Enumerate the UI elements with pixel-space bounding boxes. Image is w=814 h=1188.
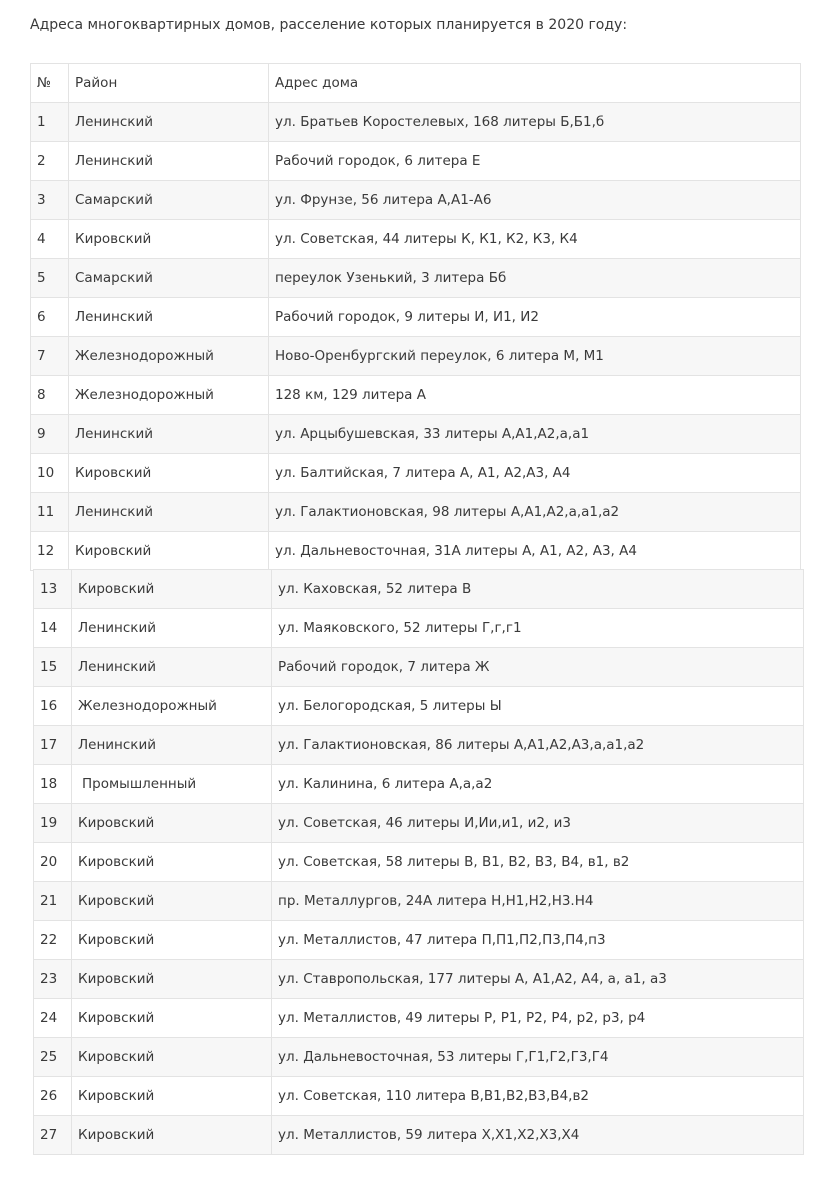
row-address-cell: переулок Узенький, 3 литера Бб	[269, 259, 801, 298]
row-district-cell: Железнодорожный	[72, 687, 272, 726]
row-address-cell: ул. Маяковского, 52 литеры Г,г,г1	[272, 609, 804, 648]
row-district-cell: Кировский	[72, 960, 272, 999]
row-address-cell: ул. Братьев Коростелевых, 168 литеры Б,Б1,б	[269, 103, 801, 142]
table-row	[34, 687, 804, 726]
row-number-cell: 21	[34, 882, 72, 921]
table-row	[31, 142, 801, 181]
table-row	[34, 765, 804, 804]
row-address-cell: ул. Советская, 46 литеры И,Ии,и1, и2, и3	[272, 804, 804, 843]
row-number-cell: 25	[34, 1038, 72, 1077]
row-number-cell: 13	[34, 570, 72, 609]
row-address-cell: ул. Металлистов, 49 литеры Р, Р1, Р2, Р4, р2, р3, р4	[272, 999, 804, 1038]
row-number-cell: 10	[31, 454, 69, 493]
row-address-cell: Рабочий городок, 9 литеры И, И1, И2	[269, 298, 801, 337]
row-number-cell: 26	[34, 1077, 72, 1116]
row-number-cell: 4	[31, 220, 69, 259]
table-row	[34, 1077, 804, 1116]
row-district-cell: Ленинский	[72, 609, 272, 648]
row-address-cell: ул. Белогородская, 5 литеры Ы	[272, 687, 804, 726]
table-row	[31, 298, 801, 337]
row-address-cell: ул. Советская, 110 литера В,В1,В2,В3,В4,в2	[272, 1077, 804, 1116]
table-row	[31, 220, 801, 259]
table-row	[31, 454, 801, 493]
table-row	[31, 376, 801, 415]
row-district-cell: Ленинский	[69, 298, 269, 337]
table-row	[34, 726, 804, 765]
row-address-cell: 128 км, 129 литера А	[269, 376, 801, 415]
row-address-cell: Рабочий городок, 6 литера Е	[269, 142, 801, 181]
row-number-cell: 5	[31, 259, 69, 298]
row-number-cell: 16	[34, 687, 72, 726]
table-row	[34, 960, 804, 999]
row-district-cell: Ленинский	[72, 648, 272, 687]
table-row	[34, 921, 804, 960]
row-number-cell: 22	[34, 921, 72, 960]
row-number-cell: 27	[34, 1116, 72, 1155]
row-number-cell: 11	[31, 493, 69, 532]
row-district-cell: Самарский	[69, 181, 269, 220]
row-number-cell: 23	[34, 960, 72, 999]
row-number-cell: 24	[34, 999, 72, 1038]
row-district-cell: Кировский	[69, 532, 269, 571]
row-district-cell: Промышленный	[72, 765, 272, 804]
row-district-cell: Ленинский	[69, 103, 269, 142]
row-number-cell: 18	[34, 765, 72, 804]
header-address: Адрес дома	[269, 64, 801, 103]
row-address-cell: ул. Галактионовская, 86 литеры А,А1,А2,А3,а,а1,а2	[272, 726, 804, 765]
row-number-cell: 9	[31, 415, 69, 454]
row-number-cell: 1	[31, 103, 69, 142]
table-row	[34, 843, 804, 882]
table-row	[31, 493, 801, 532]
table-row	[31, 415, 801, 454]
houses-table-part-2	[33, 569, 804, 1155]
page-intro-text: Адреса многоквартирных домов, расселение которых планируется в 2020 году:	[30, 17, 628, 33]
row-number-cell: 19	[34, 804, 72, 843]
row-number-cell: 20	[34, 843, 72, 882]
row-address-cell: ул. Фрунзе, 56 литера А,А1-А6	[269, 181, 801, 220]
row-district-cell: Железнодорожный	[69, 337, 269, 376]
row-number-cell: 15	[34, 648, 72, 687]
row-district-cell: Кировский	[72, 1116, 272, 1155]
row-district-cell: Самарский	[69, 259, 269, 298]
row-address-cell: ул. Арцыбушевская, 33 литеры А,А1,А2,а,а1	[269, 415, 801, 454]
row-address-cell: ул. Галактионовская, 98 литеры А,А1,А2,а,а1,а2	[269, 493, 801, 532]
table-row	[34, 804, 804, 843]
houses-table-part-1	[30, 63, 801, 571]
row-district-cell: Кировский	[72, 804, 272, 843]
row-address-cell: ул. Дальневосточная, 31А литеры А, А1, А2, А3, А4	[269, 532, 801, 571]
table-row	[31, 103, 801, 142]
row-address-cell: ул. Балтийская, 7 литера А, А1, А2,А3, А4	[269, 454, 801, 493]
table-row	[31, 181, 801, 220]
row-address-cell: ул. Металлистов, 59 литера Х,Х1,Х2,Х3,Х4	[272, 1116, 804, 1155]
row-address-cell: ул. Металлистов, 47 литера П,П1,П2,П3,П4,п3	[272, 921, 804, 960]
row-address-cell: ул. Калинина, 6 литера А,а,а2	[272, 765, 804, 804]
table-row	[34, 648, 804, 687]
table-row	[31, 532, 801, 571]
row-address-cell: ул. Ставропольская, 177 литеры А, А1,А2, А4, а, а1, а3	[272, 960, 804, 999]
row-district-cell: Кировский	[72, 921, 272, 960]
row-number-cell: 3	[31, 181, 69, 220]
row-address-cell: ул. Каховская, 52 литера В	[272, 570, 804, 609]
table-row	[34, 609, 804, 648]
row-district-cell: Ленинский	[69, 142, 269, 181]
row-district-cell: Ленинский	[69, 493, 269, 532]
row-district-cell: Железнодорожный	[69, 376, 269, 415]
row-number-cell: 14	[34, 609, 72, 648]
row-district-cell: Кировский	[69, 454, 269, 493]
table-row	[34, 570, 804, 609]
row-district-cell: Кировский	[72, 843, 272, 882]
row-address-cell: Рабочий городок, 7 литера Ж	[272, 648, 804, 687]
table-row	[34, 1116, 804, 1155]
table-row	[34, 999, 804, 1038]
row-district-cell: Ленинский	[72, 726, 272, 765]
header-district: Район	[69, 64, 269, 103]
row-number-cell: 7	[31, 337, 69, 376]
row-district-cell: Кировский	[72, 1038, 272, 1077]
table-row	[31, 337, 801, 376]
row-district-cell: Кировский	[72, 570, 272, 609]
row-address-cell: ул. Дальневосточная, 53 литеры Г,Г1,Г2,Г3,Г4	[272, 1038, 804, 1077]
table-row	[34, 882, 804, 921]
row-number-cell: 8	[31, 376, 69, 415]
row-district-cell: Кировский	[69, 220, 269, 259]
row-district-cell: Кировский	[72, 882, 272, 921]
row-district-cell: Ленинский	[69, 415, 269, 454]
row-district-cell: Кировский	[72, 1077, 272, 1116]
header-num: №	[31, 64, 69, 103]
table-header-row	[31, 64, 801, 103]
table-row	[34, 1038, 804, 1077]
row-address-cell: ул. Советская, 44 литеры К, К1, К2, К3, К4	[269, 220, 801, 259]
table-row	[31, 259, 801, 298]
row-address-cell: пр. Металлургов, 24А литера Н,Н1,Н2,Н3.Н4	[272, 882, 804, 921]
row-address-cell: ул. Советская, 58 литеры В, В1, В2, В3, В4, в1, в2	[272, 843, 804, 882]
row-number-cell: 6	[31, 298, 69, 337]
row-number-cell: 2	[31, 142, 69, 181]
row-number-cell: 17	[34, 726, 72, 765]
row-district-cell: Кировский	[72, 999, 272, 1038]
row-address-cell: Ново-Оренбургский переулок, 6 литера М, М1	[269, 337, 801, 376]
row-number-cell: 12	[31, 532, 69, 571]
